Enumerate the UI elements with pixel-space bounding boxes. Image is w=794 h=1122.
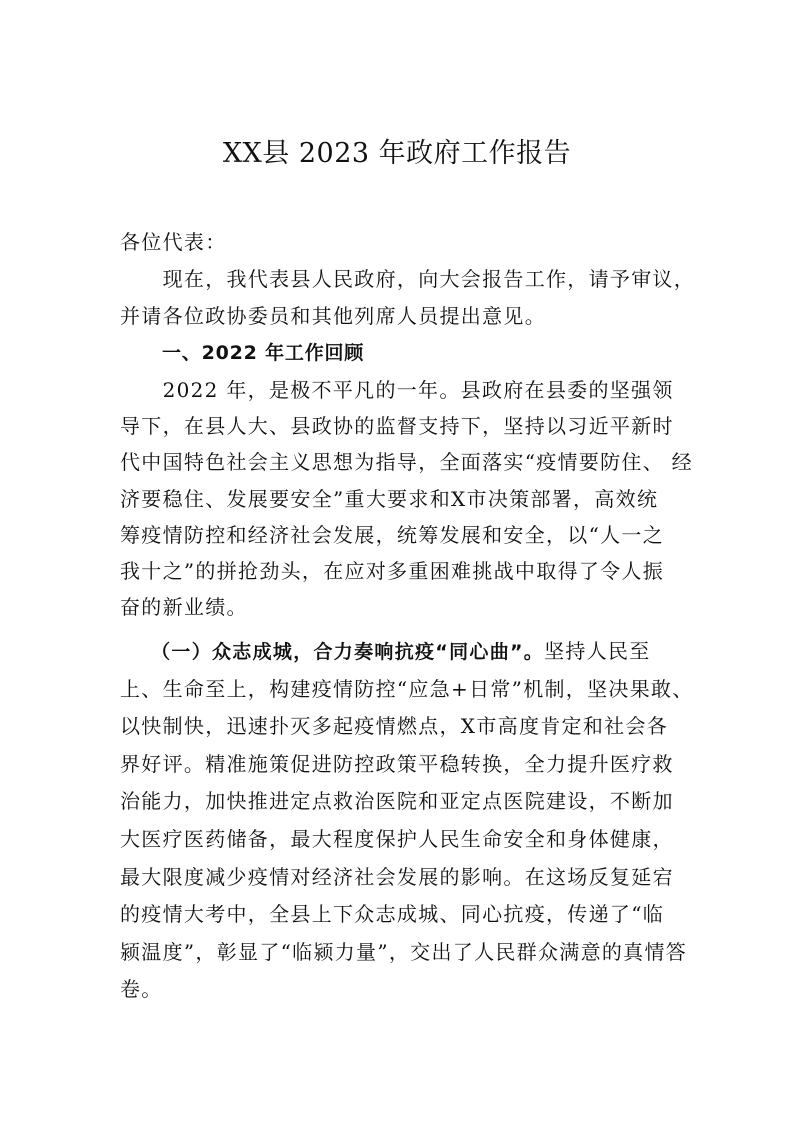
paragraph-line: 上、生命至上，构建疫情防控“应急+日常”机制，坚决果敢、: [120, 676, 694, 701]
document-title: XX县 2023 年政府工作报告: [222, 138, 572, 169]
paragraph-line: 的疫情大考中，全县上下众志成城、同心抗疫，传递了“临: [120, 902, 665, 927]
paragraph-epidemic: [120, 633, 694, 1009]
salutation: 各位代表：: [120, 230, 227, 254]
section-heading: 一、2022 年工作回顾: [162, 342, 365, 364]
paragraph-line: 以快制快，迅速扑灭多起疫情燃点，X市高度肯定和社会各: [120, 714, 669, 739]
paragraph-line: 界好评。精准施策促进防控政策平稳转换，全力提升医疗救: [120, 751, 674, 776]
paragraph-line: 代中国特色社会主义思想为指导，全面落实“疫情要防住、 经: [120, 450, 693, 475]
paragraph-line: 奋的新业绩。: [120, 595, 248, 620]
paragraph-line: 治能力，加快推进定点救治医院和亚定点医院建设，不断加: [120, 789, 674, 814]
subsection-heading: （一）众志成城，合力奏响抗疫“同心曲”。: [120, 641, 545, 663]
paragraph-line: 导下，在县人大、县政协的监督支持下，坚持以习近平新时: [120, 414, 674, 439]
paragraph-line: 颍温度”，彰显了“临颍力量”，交出了人民群众满意的真情答: [120, 939, 688, 964]
intro-paragraph: [120, 261, 696, 335]
paragraph-line: 最大限度减少疫情对经济社会发展的影响。在这场反复延宕: [120, 864, 674, 889]
paragraph-line: 济要稳住、发展要安全”重大要求和X市决策部署，高效统: [120, 486, 659, 511]
paragraph-line: [120, 633, 686, 671]
intro-line: 并请各位政协委员和其他列席人员提出意见。: [120, 304, 546, 328]
intro-line: 现在，我代表县人民政府，向大会报告工作，请予审议，: [120, 267, 696, 291]
paragraph-review: [120, 372, 693, 625]
paragraph-line: 我十之”的拼抢劲头，在应对多重困难挑战中取得了令人振: [120, 558, 665, 583]
paragraph-line: 卷。: [120, 977, 163, 1002]
paragraph-line: 筹疫情防控和经济社会发展，统筹发展和安全，以“人一之: [120, 522, 665, 547]
paragraph-text: 坚持人民至: [544, 639, 651, 663]
paragraph-line: 大医疗医药储备，最大程度保护人民生命安全和身体健康，: [120, 826, 674, 851]
paragraph-line: 2022 年，是极不平凡的一年。县政府在县委的坚强领: [120, 378, 674, 402]
